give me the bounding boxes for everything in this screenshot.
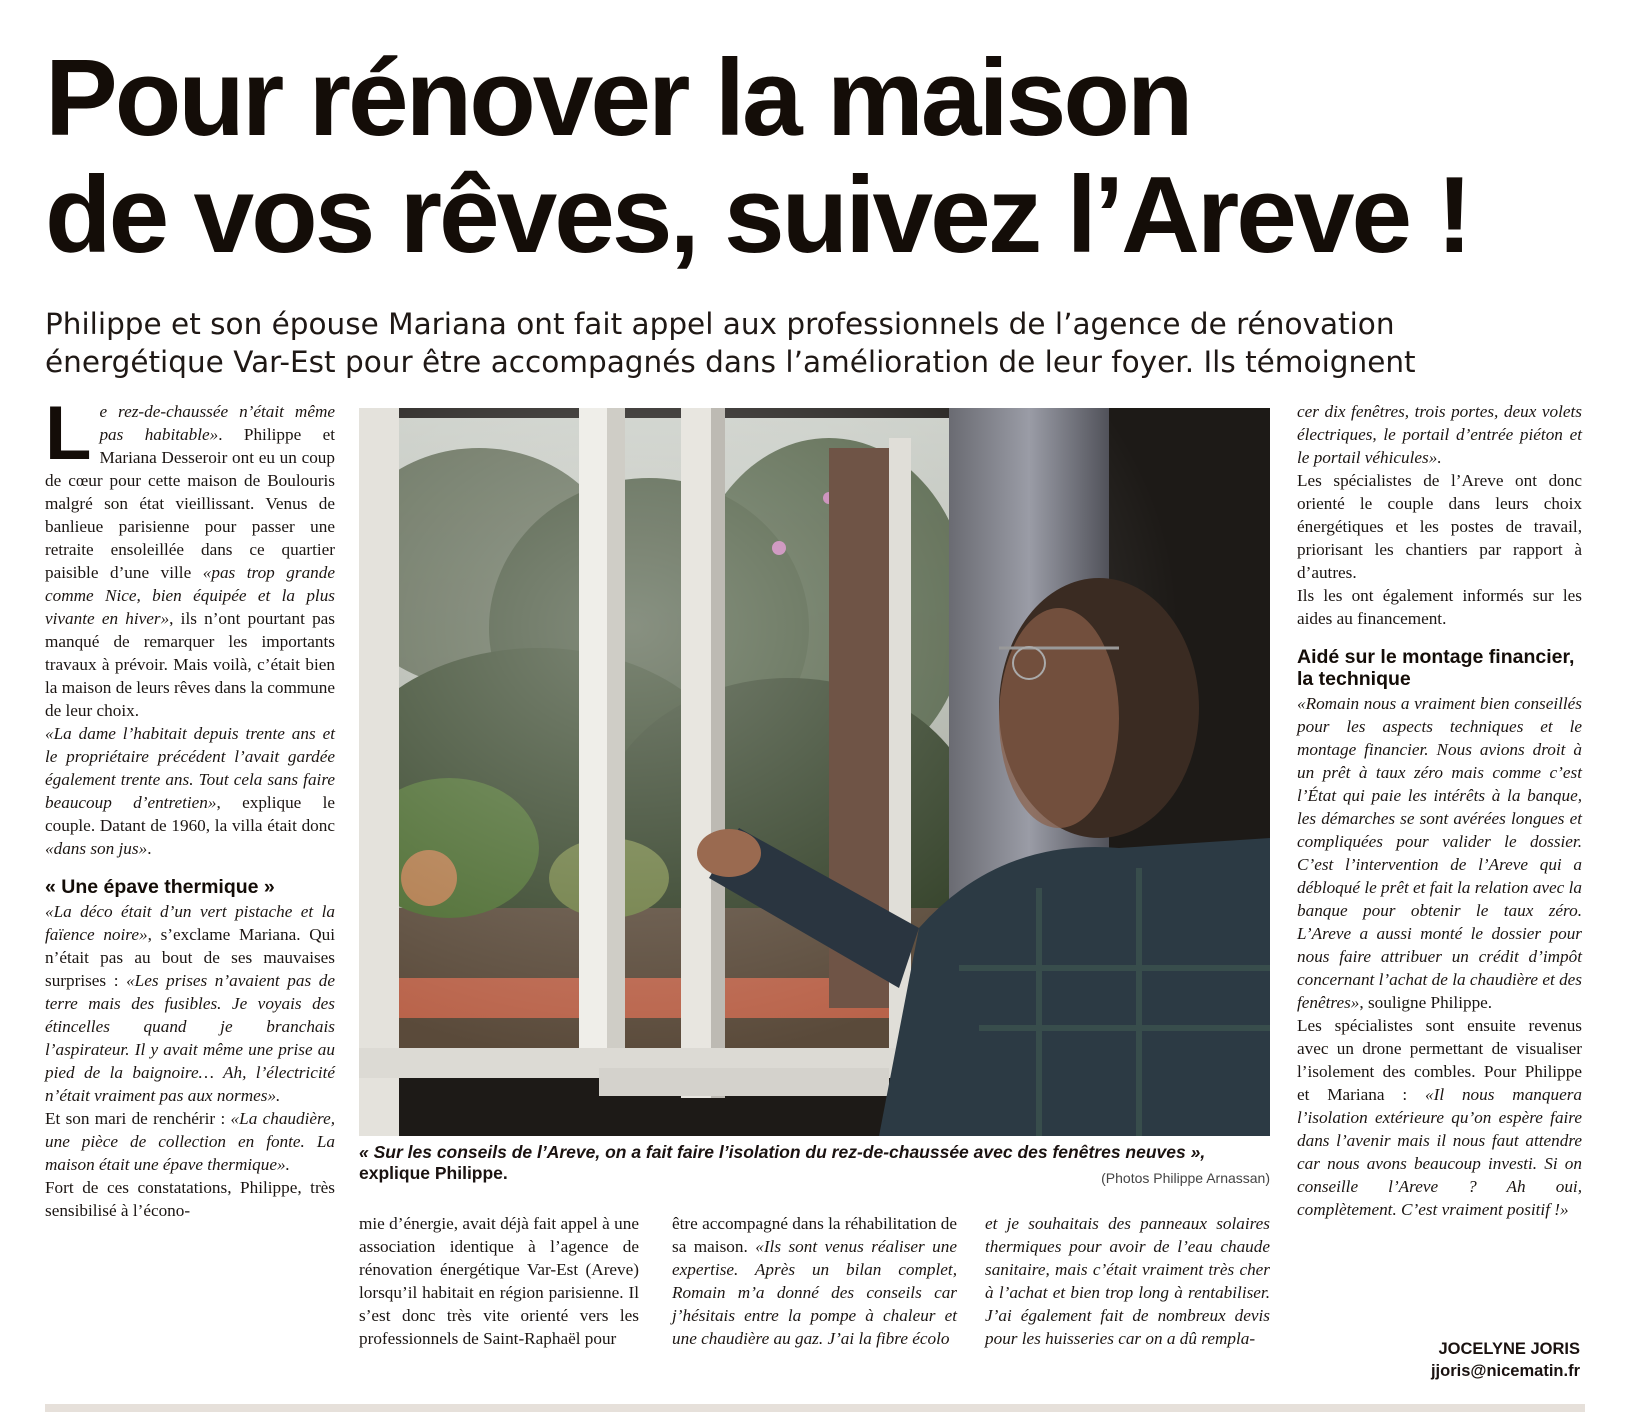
paragraph xyxy=(1297,692,1582,1014)
bottom-divider xyxy=(45,1404,1585,1412)
lede-line-1: Philippe et son épouse Mariana ont fait appel aux professionnels de l’agence de rénovation xyxy=(45,307,1395,341)
text: Et son mari de renchérir : xyxy=(45,1109,231,1128)
text: , ils n’ont pourtant pas manqué de remarquer les importants travaux à prévoir. Mais voilà, c’était bien la maison de leurs rêves dans la commune de leur choix. xyxy=(45,609,335,720)
quote: e rez-de-chaussée n’était même pas habitable» xyxy=(99,402,335,444)
column-3 xyxy=(672,1212,957,1350)
quote: «La déco était d’un vert pistache et la faïence noire» xyxy=(45,902,335,944)
lede xyxy=(45,305,1585,381)
drop-cap: L xyxy=(45,391,92,476)
text: , s’exclame Mariana. Qui n’était pas au bout de ses mauvaises surprises : xyxy=(45,925,335,990)
quote: «pas trop grande comme Nice, bien équipée et la plus vivante en hiver» xyxy=(45,563,335,628)
column-1 xyxy=(45,391,335,1222)
quote: «Romain nous a vraiment bien conseillés pour les aspects techniques et le montage financier. Nous avions droit à un prêt à taux zéro mais comme c’est l’État qui paie les intérêts à la banque, les démarches se sont avérées longues et compliquées pour valider le dossier. C’est l’intervention de l’Areve qui a débloqué le prêt et fait la relation avec la banque pour obtenir le taux zéro. L’Areve a aussi monté le dossier pour nous faire attribuer un crédit d’impôt concernant l’achat de la chaudière et des fenêtres» xyxy=(1297,694,1582,1012)
quote: «Les prises n’avaient pas de terre mais des fusibles. Je voyais des étincelles quand je branchais l’aspirateur. Il y avait même une prise au pied de la baignoire… Ah, l’électricité n’était vraiment pas aux normes». xyxy=(45,971,335,1105)
photo-credit: (Photos Philippe Arnassan) xyxy=(1101,1170,1270,1186)
paragraph xyxy=(45,391,335,722)
text: , explique le couple. Datant de 1960, la villa était donc xyxy=(45,793,335,835)
paragraph: Les spécialistes de l’Areve ont donc orienté le couple dans leurs choix énergétiques et les postes de travail, priorisant les chantiers par rapport à d’autres. xyxy=(1297,471,1582,582)
byline-email[interactable]: jjoris@nicematin.fr xyxy=(1430,1362,1580,1380)
text: Les spécialistes sont ensuite revenus avec un drone permettant de visualiser l’isolement des combles. Pour Philippe et Mariana : xyxy=(1297,1016,1582,1104)
headline-line-1: Pour rénover la maison xyxy=(45,37,1191,159)
subheading: « Une épave thermique » xyxy=(45,876,275,898)
photo-illustration xyxy=(359,408,1270,1136)
lede-line-2: énergétique Var-Est pour être accompagnés dans l’amélioration de leur foyer. Ils témoignent xyxy=(45,345,1416,379)
headline xyxy=(45,37,1605,276)
byline-author: JOCELYNE JORIS xyxy=(1438,1340,1580,1358)
quote: «dans son jus» xyxy=(45,839,148,858)
quote: «La dame l’habitait depuis trente ans et le propriétaire précédent l’avait gardée également trente ans. Tout cela sans faire beaucoup d’entretien» xyxy=(45,724,335,812)
paragraph: et je souhaitais des panneaux solaires thermiques pour avoir de l’eau chaude sanitaire, mais c’était vraiment très cher à l’achat et bien trop long à rentabiliser. J’ai également fait de nombreux devis pour les huisseries car on a dû rempla- xyxy=(985,1214,1270,1348)
text: . xyxy=(147,839,152,858)
paragraph xyxy=(45,900,335,1107)
paragraph xyxy=(45,722,335,860)
article-photo xyxy=(359,408,1270,1136)
quote: «Ils sont venus réaliser une expertise. Après un bilan complet, Romain m’a donné des conseils car j’hésitais entre la pompe à chaleur et une chaudière au gaz. J’ai la fibre écolo xyxy=(672,1237,958,1348)
column-4 xyxy=(985,1212,1270,1350)
text: , souligne Philippe. xyxy=(1359,993,1493,1012)
text: être accompagné dans la réhabilitation de sa maison. xyxy=(672,1214,957,1256)
paragraph: mie d’énergie, avait déjà fait appel à une association identique à l’agence de rénovation énergétique Var-Est (Areve) lorsqu’il habitait en région parisienne. Il s’est donc très vite orienté vers les professionnels de Saint-Raphaël pour xyxy=(359,1214,639,1348)
caption-quote: « Sur les conseils de l’Areve, on a fait faire l’isolation du rez-de-chaussée avec des fenêtres neuves », xyxy=(359,1142,1206,1162)
paragraph: Ils les ont également informés sur les aides au financement. xyxy=(1297,586,1582,628)
quote: «Il nous manquera l’isolation extérieure qu’on espère faire dans l’avenir mais il nous faut attendre car nous avons beaucoup investi. Si on conseille l’Areve ? Ah oui, complètement. C’est vraiment positif !» xyxy=(1297,1085,1582,1219)
column-5 xyxy=(1297,400,1582,1221)
paragraph: Fort de ces constatations, Philippe, très sensibilisé à l’écono- xyxy=(45,1178,335,1220)
paragraph xyxy=(672,1212,957,1350)
text: . Philippe et Mariana Desseroir ont eu un coup de cœur pour cette maison de Boulouris malgré son état vieillissant. Venus de banlieue parisienne pour passer une retraite ensoleillée dans ce quartier paisible d’une ville xyxy=(45,425,335,582)
headline-line-2: de vos rêves, suivez l’Areve ! xyxy=(45,154,1470,276)
quote: «La chaudière, une pièce de collection en fonte. La maison était une épave thermique». xyxy=(45,1109,335,1174)
subheading: Aidé sur le montage financier, la technique xyxy=(1297,646,1575,690)
paragraph: cer dix fenêtres, trois portes, deux volets électriques, le portail d’entrée piéton et le portail véhicules». xyxy=(1297,402,1582,467)
paragraph xyxy=(45,1107,335,1176)
paragraph xyxy=(1297,1014,1582,1221)
column-2 xyxy=(359,1212,639,1350)
caption-attribution: explique Philippe. xyxy=(359,1163,508,1183)
